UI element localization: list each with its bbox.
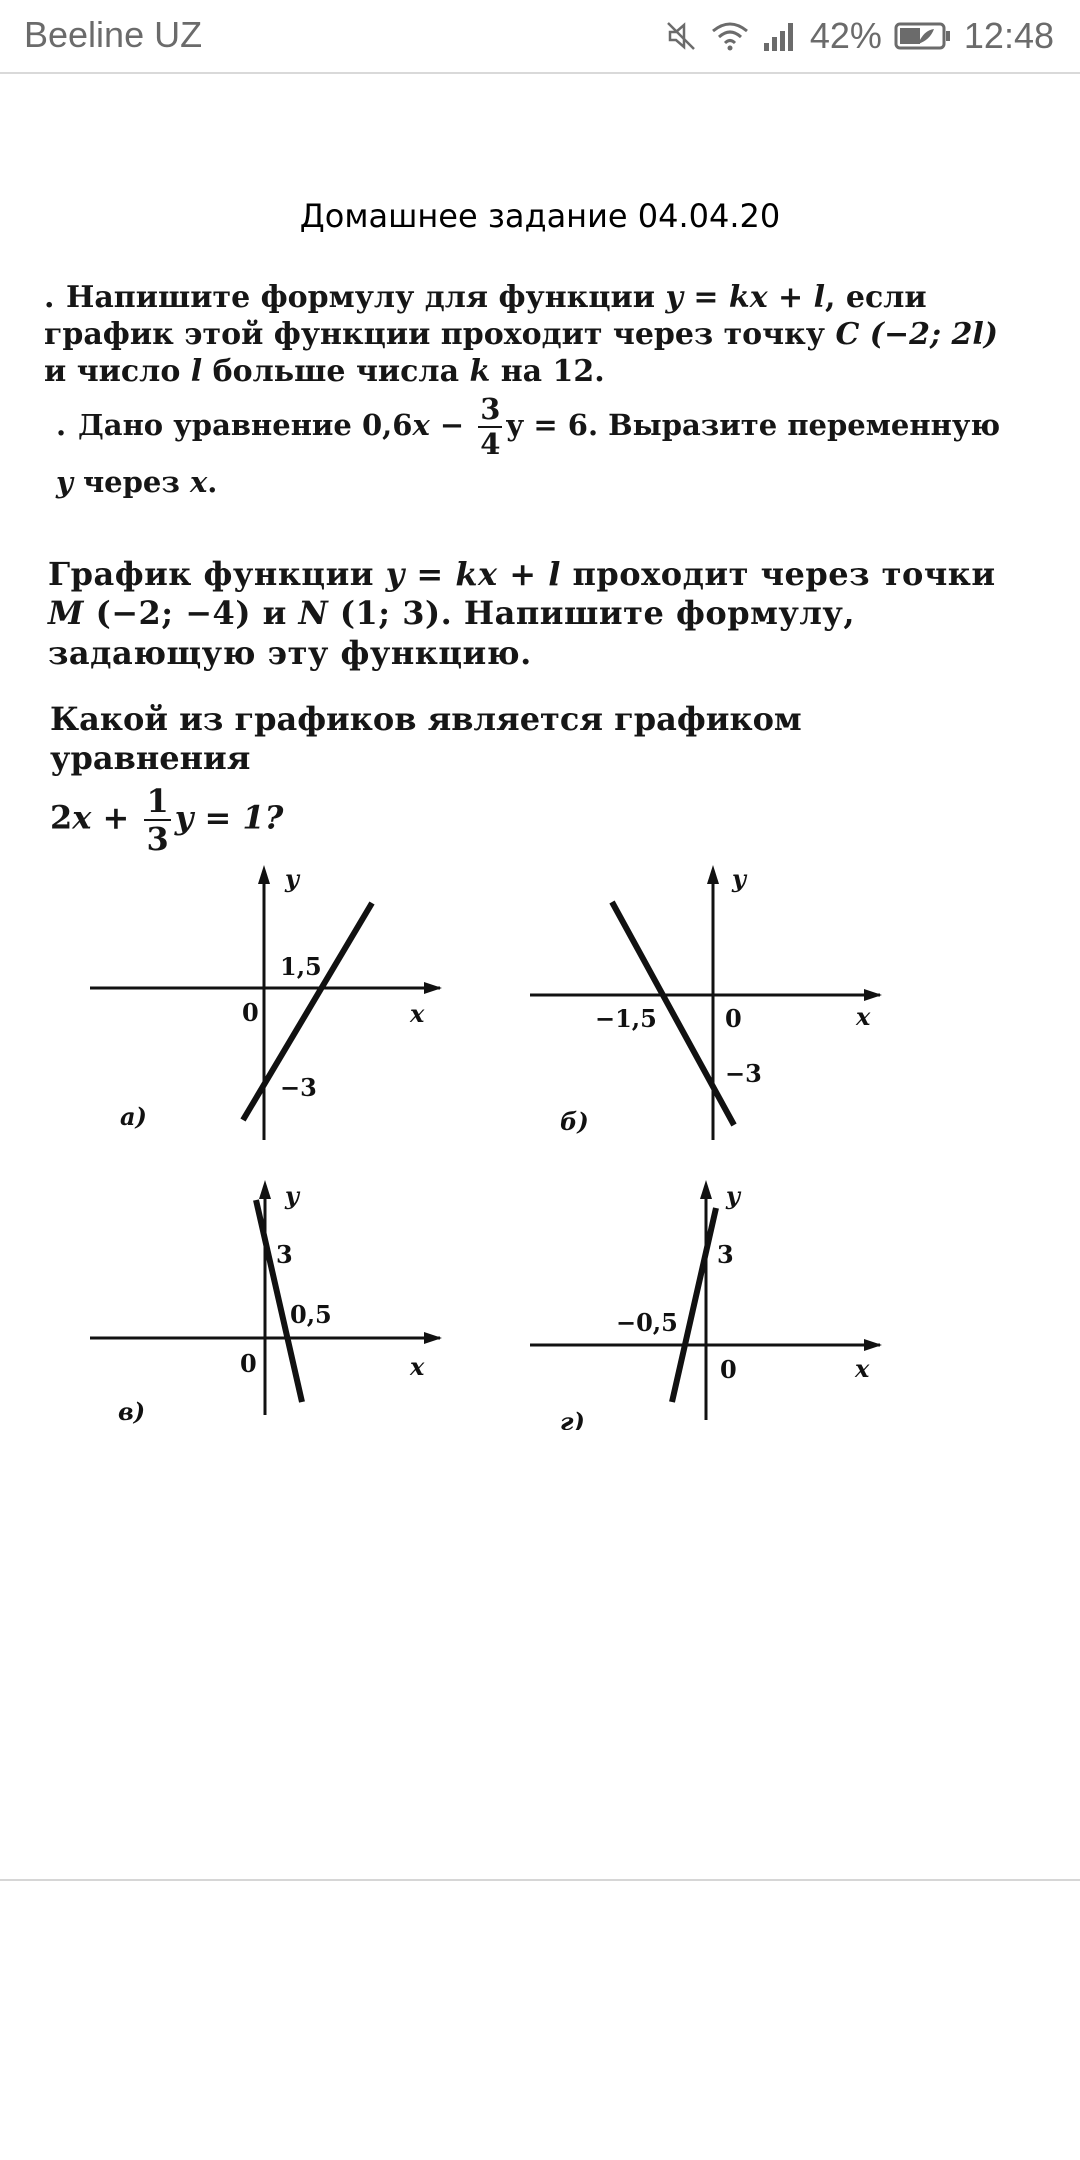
graph-a bbox=[80, 850, 460, 1154]
y-axis-label: y bbox=[285, 1181, 299, 1210]
x-axis-label: x bbox=[855, 1354, 870, 1383]
origin-label: 0 bbox=[242, 998, 259, 1027]
problem-text: y = 6. Выразите переменную bbox=[506, 408, 1001, 442]
equation-part: y = 1? bbox=[174, 798, 284, 837]
tick-label: 1,5 bbox=[280, 952, 322, 981]
tick-label: 0,5 bbox=[290, 1300, 332, 1329]
tick-label: 3 bbox=[276, 1240, 293, 1269]
y-axis-label: y bbox=[726, 1181, 740, 1210]
problem-text: и число bbox=[44, 353, 191, 389]
problem-text: График функции bbox=[48, 555, 386, 593]
graph-label: б) bbox=[560, 1107, 589, 1136]
y-axis-label: y bbox=[732, 864, 746, 893]
equation: y = kx + l bbox=[665, 280, 826, 315]
equation-part: 2 bbox=[50, 798, 73, 837]
graph-v bbox=[80, 1170, 460, 1434]
battery-percent: 42% bbox=[809, 15, 882, 56]
origin-label: 0 bbox=[725, 1004, 742, 1033]
tick-label: −0,5 bbox=[616, 1308, 678, 1337]
tick-label: −3 bbox=[725, 1059, 762, 1088]
minus-sign: − bbox=[429, 408, 475, 442]
status-bar bbox=[0, 0, 1080, 74]
var-k: k bbox=[469, 353, 491, 389]
point-m: M bbox=[48, 594, 84, 633]
var-x: x bbox=[412, 408, 430, 442]
divider bbox=[0, 1879, 1080, 1881]
page-title: Домашнее задание 04.04.20 bbox=[299, 197, 781, 235]
var-x: x bbox=[189, 465, 208, 499]
problem-1 bbox=[44, 280, 1004, 391]
fraction bbox=[478, 392, 502, 461]
problem-text: на 12. bbox=[490, 353, 605, 389]
graph-label: а) bbox=[120, 1102, 147, 1131]
plus-sign: + bbox=[91, 798, 141, 837]
graph-label: г) bbox=[560, 1407, 585, 1430]
var-x: x bbox=[72, 798, 92, 837]
origin-label: 0 bbox=[720, 1355, 737, 1384]
problem-text: (1; 3). Напишите формулу, задающую эту функцию. bbox=[48, 594, 856, 672]
problem-text: Дано уравнение 0,6 bbox=[78, 408, 413, 442]
problem-text: проходит через точки bbox=[560, 555, 996, 593]
fraction-numerator: 1 bbox=[146, 781, 169, 820]
y-axis-arrow-icon bbox=[700, 1180, 712, 1199]
y-axis-label: y bbox=[285, 864, 299, 893]
y-axis-arrow-icon bbox=[258, 865, 270, 884]
fraction-denominator: 4 bbox=[480, 427, 501, 461]
function-line bbox=[672, 1208, 716, 1402]
tick-label: 3 bbox=[717, 1240, 734, 1269]
equation: y = kx + l bbox=[385, 555, 561, 593]
fraction-numerator: 3 bbox=[480, 392, 501, 426]
point-n: N bbox=[298, 594, 329, 633]
fraction-denominator: 3 bbox=[146, 819, 169, 858]
x-axis-arrow-icon bbox=[864, 989, 882, 1001]
tick-label: −3 bbox=[280, 1073, 317, 1102]
clock: 12:48 bbox=[963, 15, 1054, 56]
problem-text: (−2; −4) и bbox=[83, 594, 299, 633]
problem-text: больше числа bbox=[202, 353, 470, 389]
mute-icon bbox=[664, 19, 698, 53]
problem-4 bbox=[50, 700, 1010, 858]
graph-b bbox=[520, 850, 900, 1154]
x-axis-arrow-icon bbox=[864, 1339, 882, 1351]
x-axis-arrow-icon bbox=[424, 1332, 442, 1344]
graph-label: в) bbox=[118, 1397, 146, 1426]
y-axis-arrow-icon bbox=[707, 865, 719, 884]
problem-text: . bbox=[207, 465, 218, 499]
bullet: . bbox=[44, 280, 55, 315]
wifi-icon bbox=[710, 19, 750, 53]
problem-text: , если график этой функции проходит через точку bbox=[44, 280, 927, 352]
x-axis-arrow-icon bbox=[424, 982, 442, 994]
problem-text: Напишите формулу для функции bbox=[66, 280, 666, 315]
problem-text: через bbox=[72, 465, 190, 499]
point-c: C (−2; 2l) bbox=[835, 316, 998, 352]
x-axis-label: x bbox=[410, 1352, 425, 1381]
bullet: . bbox=[56, 408, 67, 442]
fraction bbox=[144, 781, 170, 858]
tick-label: −1,5 bbox=[595, 1004, 657, 1033]
x-axis-label: x bbox=[856, 1002, 871, 1031]
origin-label: 0 bbox=[240, 1349, 257, 1378]
var-l: l bbox=[190, 353, 203, 389]
var-y: y bbox=[56, 465, 73, 499]
status-icons bbox=[664, 14, 1054, 58]
graph-g bbox=[520, 1170, 900, 1434]
x-axis-label: x bbox=[410, 999, 425, 1028]
problem-2 bbox=[56, 392, 1016, 501]
carrier-name: Beeline UZ bbox=[24, 14, 203, 55]
battery-icon bbox=[894, 20, 952, 52]
problem-3 bbox=[48, 555, 1033, 673]
signal-icon bbox=[762, 19, 798, 53]
y-axis-arrow-icon bbox=[259, 1180, 271, 1199]
problem-text: Какой из графиков является графиком уравнения bbox=[50, 700, 802, 778]
